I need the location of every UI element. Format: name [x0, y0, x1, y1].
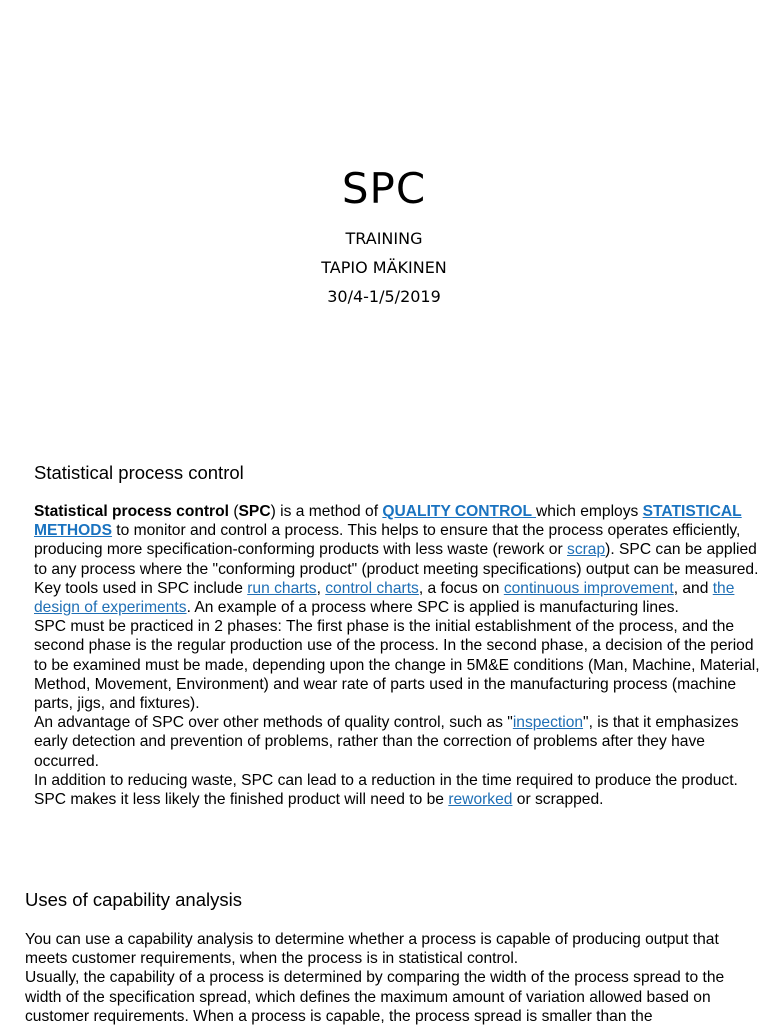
link-continuous-improvement[interactable]: continuous improvement: [503, 579, 674, 597]
term-spc-abbr: SPC: [238, 503, 271, 520]
link-design-of-experiments[interactable]: the design of experiments: [34, 579, 735, 617]
title-slide: [0, 0, 768, 420]
subtitle-author: TAPIO MÄKINEN: [321, 258, 447, 277]
link-scrap[interactable]: scrap: [567, 541, 606, 559]
capability-paragraph-spread: Usually, the capability of a process is determined by comparing the width of the process spread to the width of the specification spread, which defines the maximum amount of variation allowed based on customer requirements. When a process is capable, the process spread is smaller than the: [25, 969, 725, 1025]
link-control-charts[interactable]: control charts: [325, 579, 419, 597]
capability-paragraph-intro: You can use a capability analysis to determine whether a process is capable of producing output that meets customer requirements, when the process is in statistical control.: [25, 931, 719, 968]
page-title: SPC: [341, 164, 427, 213]
capability-section: [25, 889, 757, 1026]
link-reworked[interactable]: reworked: [448, 791, 513, 809]
term-spc-full: Statistical process control: [34, 503, 229, 520]
spc-paragraph-intro: Statistical process control (SPC) is a method of QUALITY CONTROL which employs STATISTICAL METHODS to monitor and control a process. This helps to ensure that the process operates efficiently, producing more specification-conforming products with less waste (rework or scrap). SPC can be applied to any process where the "conforming product" (product meeting specifications) output can be measured. Key tools used in SPC include run charts, control charts, a focus on continuous improvement, and the design of experiments. An example of a process where SPC is applied is manufacturing lines.: [34, 503, 759, 617]
link-quality-control[interactable]: QUALITY CONTROL: [382, 503, 537, 520]
link-inspection[interactable]: inspection: [512, 714, 584, 732]
link-run-charts[interactable]: run charts: [247, 579, 317, 597]
spc-section-heading: Statistical process control: [34, 462, 244, 483]
spc-paragraph-waste: In addition to reducing waste, SPC can lead to a reduction in the time required to produce the product. SPC makes it less likely the finished product will need to be reworked or scrapped.: [34, 771, 738, 809]
capability-section-heading: Uses of capability analysis: [25, 889, 242, 910]
subtitle-date: 30/4-1/5/2019: [327, 287, 441, 306]
spc-paragraph-phases: SPC must be practiced in 2 phases: The first phase is the initial establishment of the process, and the second phase is the regular production use of the process. In the second phase, a decision of the period to be examined must be made, depending upon the change in 5M&E conditions (Man, Machine, Material, Method, Movement, Environment) and wear rate of parts used in the manufacturing process (machine parts, jigs, and fixtures).: [34, 618, 760, 713]
subtitle-training: TRAINING: [345, 229, 423, 248]
link-statistical-methods[interactable]: STATISTICAL METHODS: [34, 503, 742, 540]
spc-section: [34, 462, 766, 809]
spc-paragraph-advantage: An advantage of SPC over other methods of quality control, such as "inspection", is that it emphasizes early detection and prevention of problems, rather than the correction of problems after they have occurred.: [34, 714, 739, 770]
